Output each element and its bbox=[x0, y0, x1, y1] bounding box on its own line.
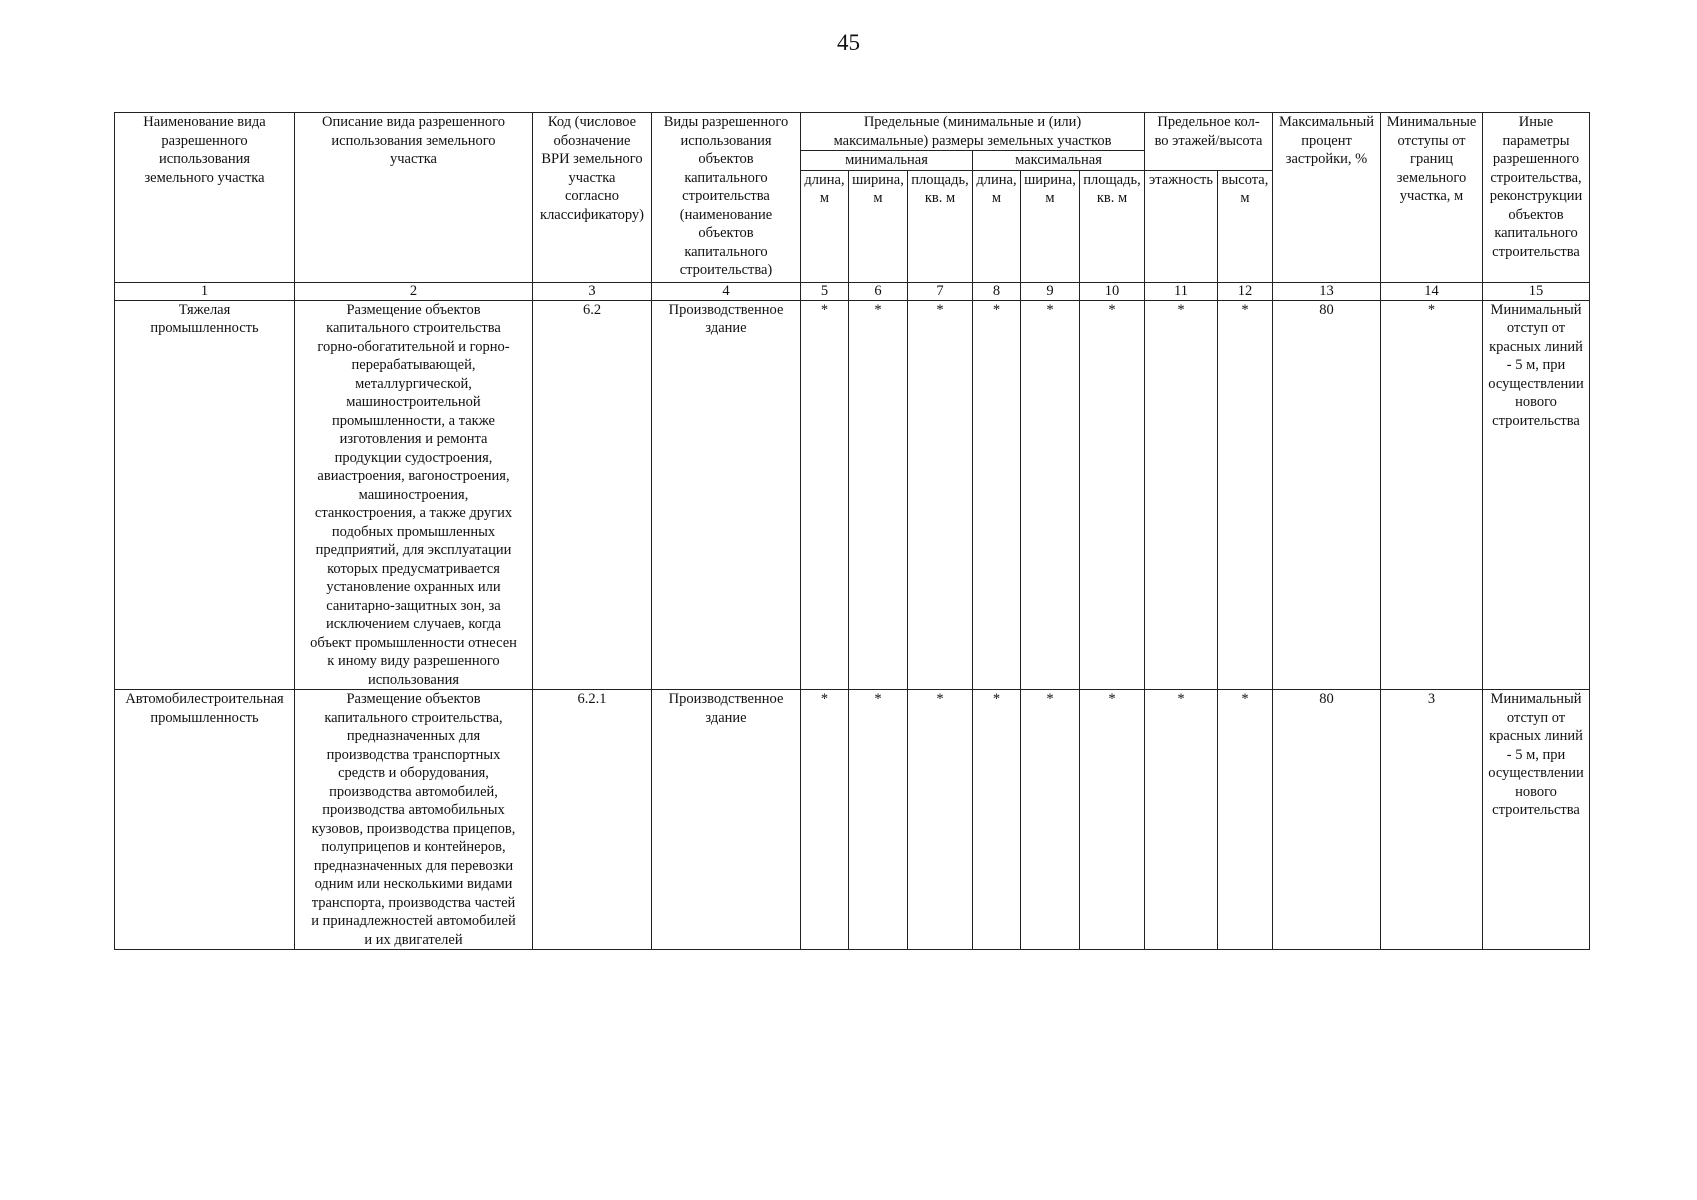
header-min-length: длина, м bbox=[801, 170, 849, 282]
column-number: 10 bbox=[1080, 282, 1145, 300]
header-max-length: длина, м bbox=[973, 170, 1021, 282]
column-number: 3 bbox=[533, 282, 652, 300]
row-code: 6.2.1 bbox=[533, 690, 652, 950]
row-building-type: Производственное здание bbox=[652, 690, 801, 950]
column-number: 1 bbox=[115, 282, 295, 300]
header-code: Код (числовое обозначение ВРИ земельного участка согласно классификатору) bbox=[533, 113, 652, 283]
row-min-length: * bbox=[801, 690, 849, 950]
column-number: 7 bbox=[908, 282, 973, 300]
row-height: * bbox=[1218, 300, 1273, 690]
column-number: 8 bbox=[973, 282, 1021, 300]
land-use-table bbox=[114, 112, 1590, 950]
header-max-area: площадь, кв. м bbox=[1080, 170, 1145, 282]
header-max-width: ширина, м bbox=[1021, 170, 1080, 282]
column-number: 2 bbox=[295, 282, 533, 300]
header-plot-sizes: Предельные (минимальные и (или) максимальные) размеры земельных участков bbox=[801, 113, 1145, 151]
row-min-setback: * bbox=[1381, 300, 1483, 690]
page-number: 45 bbox=[837, 30, 860, 55]
table-row bbox=[115, 300, 1590, 690]
column-number: 15 bbox=[1483, 282, 1590, 300]
row-max-width: * bbox=[1021, 690, 1080, 950]
row-code: 6.2 bbox=[533, 300, 652, 690]
row-height: * bbox=[1218, 690, 1273, 950]
header-min-width: ширина, м bbox=[849, 170, 908, 282]
column-number: 5 bbox=[801, 282, 849, 300]
header-building-types: Виды разрешенного использования объектов капитального строительства (наименование объектов капитального строительства) bbox=[652, 113, 801, 283]
row-name: Автомобилестроительная промышленность bbox=[115, 690, 295, 950]
row-other: Минимальный отступ от красных линий - 5 м, при осуществлении нового строительства bbox=[1483, 300, 1590, 690]
column-number: 4 bbox=[652, 282, 801, 300]
row-max-width: * bbox=[1021, 300, 1080, 690]
row-description: Размещение объектов капитального строительства, предназначенных для производства транспортных средств и оборудования, производства автомобилей, производства автомобильных кузовов, производства прицепов, полуприцепов и контейнеров, предназначенных для перевозки одним или несколькими видами транспорта, производства частей и принадлежностей автомобилей и их двигателей bbox=[295, 690, 533, 950]
row-min-area: * bbox=[908, 690, 973, 950]
column-number: 13 bbox=[1273, 282, 1381, 300]
column-number: 11 bbox=[1145, 282, 1218, 300]
column-number: 14 bbox=[1381, 282, 1483, 300]
row-min-area: * bbox=[908, 300, 973, 690]
row-max-coverage: 80 bbox=[1273, 300, 1381, 690]
header-min-area: площадь, кв. м bbox=[908, 170, 973, 282]
header-min-setbacks: Минимальные отступы от границ земельного участка, м bbox=[1381, 113, 1483, 283]
header-other-params: Иные параметры разрешенного строительства, реконструкции объектов капитального строительства bbox=[1483, 113, 1590, 283]
header-description: Описание вида разрешенного использования земельного участка bbox=[295, 113, 533, 283]
table-row bbox=[115, 690, 1590, 950]
row-max-coverage: 80 bbox=[1273, 690, 1381, 950]
header-floors-height: Предельное кол- во этажей/высота bbox=[1145, 113, 1273, 171]
row-other: Минимальный отступ от красных линий - 5 м, при осуществлении нового строительства bbox=[1483, 690, 1590, 950]
row-floors: * bbox=[1145, 690, 1218, 950]
row-name: Тяжелая промышленность bbox=[115, 300, 295, 690]
header-height: высота, м bbox=[1218, 170, 1273, 282]
row-description: Размещение объектов капитального строительства горно-обогатительной и горно- перерабатывающей, металлургической, машиностроительной промышленности, а также изготовления и ремонта продукции судостроения, авиастроения, вагоностроения, машиностроения, станкостроения, а также других подобных промышленных предприятий, для эксплуатации которых предусматривается установление охранных или санитарно-защитных зон, за исключением случаев, когда объект промышленности отнесен к иному виду разрешенного использования bbox=[295, 300, 533, 690]
column-number: 12 bbox=[1218, 282, 1273, 300]
row-min-length: * bbox=[801, 300, 849, 690]
header-floors: этажность bbox=[1145, 170, 1218, 282]
column-number-row bbox=[115, 282, 1590, 300]
row-building-type: Производственное здание bbox=[652, 300, 801, 690]
row-min-setback: 3 bbox=[1381, 690, 1483, 950]
row-min-width: * bbox=[849, 300, 908, 690]
header-max-coverage: Максимальный процент застройки, % bbox=[1273, 113, 1381, 283]
row-max-area: * bbox=[1080, 300, 1145, 690]
row-max-length: * bbox=[973, 690, 1021, 950]
column-number: 6 bbox=[849, 282, 908, 300]
row-min-width: * bbox=[849, 690, 908, 950]
row-max-area: * bbox=[1080, 690, 1145, 950]
header-minimal: минимальная bbox=[801, 151, 973, 171]
header-name: Наименование вида разрешенного использования земельного участка bbox=[115, 113, 295, 283]
column-number: 9 bbox=[1021, 282, 1080, 300]
header-row-1 bbox=[115, 113, 1590, 151]
row-max-length: * bbox=[973, 300, 1021, 690]
row-floors: * bbox=[1145, 300, 1218, 690]
header-maximal: максимальная bbox=[973, 151, 1145, 171]
